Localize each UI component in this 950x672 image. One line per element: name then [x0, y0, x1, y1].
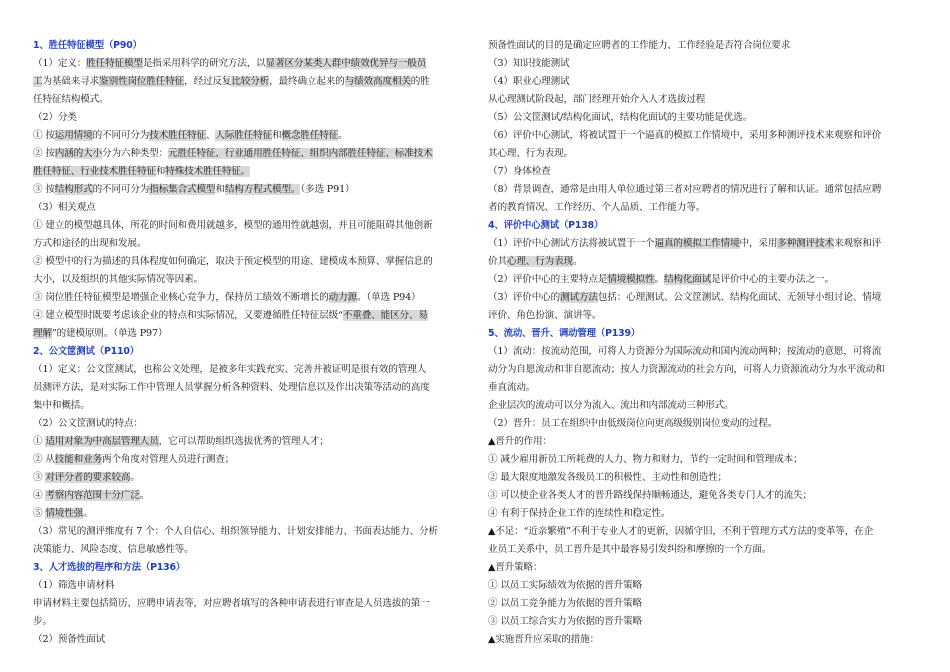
- text-line: [33, 109, 469, 127]
- highlighted-text: 结构化面试: [663, 274, 712, 285]
- text-line: [33, 595, 469, 613]
- text-segment: ③ 按: [33, 184, 55, 195]
- text-segment: 。: [83, 508, 93, 519]
- text-line: [488, 451, 924, 469]
- text-segment: 步。: [33, 616, 52, 627]
- highlighted-text: 多种测评技术: [777, 238, 834, 249]
- text-line: [33, 253, 469, 271]
- highlighted-text: 指标集合式模型: [149, 184, 216, 195]
- text-segment: ▲晋升的作用：: [488, 436, 552, 447]
- text-segment: （7）身体检查: [488, 166, 551, 177]
- text-line: [33, 73, 469, 91]
- text-segment: 动分为自愿流动和非自愿流动；按人力资源流动的社会方向，可将人力资源流动分为水平流动和: [488, 364, 885, 375]
- text-line: [33, 379, 469, 397]
- text-segment: （8）背景调查，通常是由用人单位通过第三者对应聘者的情况进行了解和认证。通常包括应聘: [488, 184, 882, 195]
- text-segment: （3）常见的测评维度有 7 个：个人自信心、组织领导能力、计划安排能力、书面表达能力、分析: [33, 526, 438, 537]
- right-column: [488, 37, 924, 649]
- text-line: [488, 433, 924, 451]
- highlighted-text: 心理、行为表现: [506, 256, 573, 267]
- text-line: [33, 181, 469, 199]
- text-line: [33, 55, 469, 73]
- text-line: [33, 361, 469, 379]
- text-line: [33, 433, 469, 451]
- text-segment: 4、评价中心测试（P138）: [488, 220, 604, 231]
- highlighted-text: 不重叠、能区分、易: [342, 310, 428, 321]
- text-line: [33, 307, 469, 325]
- text-segment: 。: [338, 130, 348, 141]
- text-line: [488, 235, 924, 253]
- section-heading: [488, 217, 924, 235]
- text-segment: 是指采用科学的研究方法，以: [142, 58, 266, 69]
- text-segment: （1）评价中心测试方法将被试置于一个: [488, 238, 655, 249]
- highlighted-text: 逼真的模拟工作情境: [654, 238, 740, 249]
- text-segment: （3）知识技能测试: [488, 58, 570, 69]
- text-segment: 其心理、行为表现。: [488, 148, 573, 159]
- text-segment: 从心理测试阶段起，部门经理开始介入人才选拔过程: [488, 94, 706, 105]
- text-segment: 的胜: [410, 76, 430, 87]
- text-line: [488, 127, 924, 145]
- text-line: [488, 253, 924, 271]
- text-segment: （3）评价中心的: [488, 292, 561, 303]
- text-segment: 。（单选 P94）: [357, 292, 421, 303]
- text-line: [488, 37, 924, 55]
- text-segment: ④ 建立模型时既要考虑该企业的特点和实际情况，又要遵循胜任特征层级“: [33, 310, 343, 321]
- text-segment: 业员工关系中，员工晋升是其中最容易引发纠纷和摩擦的一个方面。: [488, 544, 772, 555]
- text-line: [488, 91, 924, 109]
- text-segment: ② 最大限度地激发各级员工的积极性、主动性和创造性；: [488, 472, 727, 483]
- text-line: [488, 271, 924, 289]
- text-line: [33, 199, 469, 217]
- text-segment: ▲不足：“近亲繁殖”不利于专业人才的更新，因循守旧，不利于管理方式方法的变革等，在企: [488, 526, 874, 537]
- text-segment: 3、人才选拔的程序和方法（P136）: [33, 562, 186, 573]
- highlighted-text: 结构方程式模型。: [224, 184, 301, 195]
- text-segment: ，最终确立起来的: [269, 76, 345, 87]
- text-line: [33, 415, 469, 433]
- text-line: [488, 379, 924, 397]
- text-segment: 。: [130, 472, 140, 483]
- text-line: [33, 145, 469, 163]
- highlighted-text: 与绩效高度相关: [344, 76, 411, 87]
- text-line: [488, 199, 924, 217]
- text-segment: （1）定义：公文筐测试，也称公文处理，是被多年实践充实、完善并被证明是很有效的管理人: [33, 364, 427, 375]
- text-line: [488, 595, 924, 613]
- text-segment: 包括：心理测试、公文筐测试、结构化面试、无领导小组讨论、情境: [597, 292, 882, 303]
- text-segment: 申请材料主要包括简历、应聘申请表等，对应聘者填写的各种申请表进行审查是人员选拔的第一: [33, 598, 430, 609]
- highlighted-text: 元胜任特征、行业通用胜任特征、组织内部胜任特征、标准技术: [168, 148, 433, 159]
- text-segment: 2、公文筐测试（P110）: [33, 346, 140, 357]
- text-segment: （2）预备性面试: [33, 634, 106, 645]
- text-line: [488, 613, 924, 631]
- text-segment: （4）职业心理测试: [488, 76, 570, 87]
- text-segment: 员测评方法，是对实际工作中管理人员掌握分析各种资料、处理信息以及作出决策等活动的高度: [33, 382, 430, 393]
- text-segment: 中，采用: [739, 238, 778, 249]
- text-line: [488, 289, 924, 307]
- text-segment: ③ 以员工综合实力为依据的晋升策略: [488, 616, 642, 627]
- highlighted-text: 考察内容范围十分广泛: [45, 490, 140, 501]
- text-segment: ② 按: [33, 148, 55, 159]
- text-segment: ① 以员工实际绩效为依据的晋升策略: [488, 580, 642, 591]
- text-line: [33, 325, 469, 343]
- text-segment: ③: [33, 472, 46, 483]
- text-segment: ，经过反复: [184, 76, 232, 87]
- text-line: [488, 181, 924, 199]
- text-line: [33, 541, 469, 559]
- text-line: [488, 505, 924, 523]
- text-segment: ① 减少雇用新员工所耗费的人力、物力和财力，节约一定时间和管理成本；: [488, 454, 803, 465]
- highlighted-text: 特殊技术胜任特征。: [165, 166, 251, 177]
- text-segment: 集中和概括。: [33, 400, 90, 411]
- highlighted-text: 理解: [33, 328, 52, 339]
- text-line: [488, 343, 924, 361]
- text-segment: （多选 P91）: [300, 184, 355, 195]
- text-segment: （2）分类: [33, 112, 77, 123]
- text-line: [33, 631, 469, 649]
- text-segment: 大小，以及组织的其他实际情况等因素。: [33, 274, 203, 285]
- text-segment: 者的教育情况、工作经历、个人品质、工作能力等。: [488, 202, 706, 213]
- text-segment: ① 按: [33, 130, 55, 141]
- text-line: [488, 397, 924, 415]
- section-heading: [33, 343, 469, 361]
- text-segment: ④ 有利于保持企业工作的连续性和稳定性。: [488, 508, 671, 519]
- text-line: [33, 487, 469, 505]
- text-segment: ③ 可以使企业各类人才的晋升路线保持顺畅通达，避免各类专门人才的流失；: [488, 490, 812, 501]
- highlighted-text: 动力源: [328, 292, 357, 303]
- text-line: [488, 307, 924, 325]
- text-segment: ① 建立的模型越具体，所花的时间和费用就越多，模型的通用性就越弱，并且可能阻碍其他创新: [33, 220, 433, 231]
- text-line: [488, 541, 924, 559]
- text-segment: 和: [272, 130, 282, 141]
- text-line: [488, 487, 924, 505]
- text-segment: 和: [215, 184, 225, 195]
- text-segment: ，它可以帮助组织选拔优秀的管理人才；: [158, 436, 329, 447]
- text-segment: 任特征结构模式。: [33, 94, 109, 105]
- text-segment: 5、流动、晋升、调动管理（P139）: [488, 328, 641, 339]
- text-segment: 。: [573, 256, 583, 267]
- text-line: [33, 235, 469, 253]
- text-segment: （2）评价中心的主要特点是: [488, 274, 608, 285]
- text-line: [33, 505, 469, 523]
- text-segment: ② 以员工竞争能力为依据的晋升策略: [488, 598, 642, 609]
- text-line: [33, 469, 469, 487]
- highlighted-text: 情境模拟性: [607, 274, 655, 285]
- text-segment: ② 从: [33, 454, 55, 465]
- text-line: [33, 289, 469, 307]
- text-segment: 1、胜任特征模型（P90）: [33, 40, 142, 51]
- text-line: [488, 55, 924, 73]
- text-line: [488, 631, 924, 649]
- text-line: [33, 577, 469, 595]
- text-line: [488, 163, 924, 181]
- text-line: [488, 145, 924, 163]
- text-segment: 决策能力、风险态度、信息敏感性等。: [33, 544, 194, 555]
- text-line: [488, 361, 924, 379]
- text-line: [488, 415, 924, 433]
- text-line: [33, 127, 469, 145]
- text-segment: （6）评价中心测试，将被试置于一个逼真的模拟工作情境中，采用多种测评技术来观察和评价: [488, 130, 882, 141]
- text-line: [488, 559, 924, 577]
- highlighted-text: 胜任特征模型: [86, 58, 143, 69]
- text-segment: ② 模型中的行为描述的具体程度如何确定，取决于预定模型的用途、建模成本预算、掌握信息的: [33, 256, 433, 267]
- highlighted-text: 人际胜任特征: [215, 130, 273, 141]
- text-segment: 。: [139, 490, 150, 501]
- highlighted-text: 胜任特征、行业技术胜任特征: [33, 166, 156, 177]
- text-line: [488, 73, 924, 91]
- highlighted-text: 技术胜任特征: [149, 130, 206, 141]
- text-line: [33, 163, 469, 181]
- text-line: [33, 451, 469, 469]
- text-segment: 方式和途径的出现和发展。: [33, 238, 147, 249]
- highlighted-text: 概念胜任特征: [281, 130, 339, 141]
- text-segment: 企业层次的流动可以分为流入、流出和内部流动三种形式。: [488, 400, 734, 411]
- highlighted-text: 测试方法: [560, 292, 598, 303]
- highlighted-text: 结构形式: [54, 184, 93, 195]
- highlighted-text: 适用对象为中高层管理人员: [45, 436, 159, 447]
- text-segment: （1）筛选申请材料: [33, 580, 115, 591]
- text-segment: 来观察和评: [833, 238, 882, 249]
- text-segment: 、: [205, 130, 216, 141]
- text-segment: ⑤: [33, 508, 46, 519]
- text-segment: ▲晋升策略：: [488, 562, 543, 573]
- text-line: [33, 271, 469, 289]
- highlighted-text: 比较分析: [231, 76, 270, 87]
- section-heading: [488, 325, 924, 343]
- text-segment: 两个角度对管理人员进行测查；: [102, 454, 235, 465]
- text-segment: （3）相关观点: [33, 202, 96, 213]
- text-line: [33, 91, 469, 109]
- section-heading: [33, 559, 469, 577]
- highlighted-text: 显著区分某类人群中绩效优异与一般员: [265, 58, 427, 69]
- highlighted-text: 工: [33, 76, 43, 87]
- text-segment: ▲实施晋升应采取的措施：: [488, 634, 600, 645]
- highlighted-text: 鉴别性岗位胜任特征: [99, 76, 185, 87]
- text-line: [33, 397, 469, 415]
- text-segment: ④: [33, 490, 46, 501]
- text-line: [488, 577, 924, 595]
- text-segment: 的不同可分为: [92, 184, 150, 195]
- text-segment: 为基础来寻求: [42, 76, 100, 87]
- text-segment: （1）定义：: [33, 58, 87, 69]
- text-segment: 是评价中心的主要办法之一。: [711, 274, 834, 285]
- text-segment: 和: [155, 166, 166, 177]
- text-segment: （2）公文筐测试的特点：: [33, 418, 143, 429]
- highlighted-text: 对评分者的要求较高: [45, 472, 131, 483]
- text-segment: ”的建模原则。（单选 P97）: [51, 328, 168, 339]
- text-segment: 预备性面试的目的是确定应聘者的工作能力、工作经验是否符合岗位要求: [488, 40, 791, 51]
- text-line: [488, 109, 924, 127]
- text-segment: ③ 岗位胜任特征模型是增强企业核心竞争力，保持员工绩效不断增长的: [33, 292, 329, 303]
- text-line: [33, 217, 469, 235]
- text-segment: 价其: [488, 256, 507, 267]
- text-segment: 垂直流动。: [488, 382, 536, 393]
- text-segment: ①: [33, 436, 46, 447]
- text-segment: （2）晋升：员工在组织中由低级岗位向更高级级别岗位变动的过程。: [488, 418, 778, 429]
- section-heading: [33, 37, 469, 55]
- text-segment: 。: [654, 274, 664, 285]
- highlighted-text: 内涵的大小: [54, 148, 103, 159]
- text-line: [33, 613, 469, 631]
- left-column: [33, 37, 469, 649]
- text-line: [488, 523, 924, 541]
- text-line: [33, 523, 469, 541]
- highlighted-text: 技能和业务: [54, 454, 103, 465]
- highlighted-text: 运用情境: [54, 130, 93, 141]
- highlighted-text: 情境性强: [45, 508, 84, 519]
- text-segment: 的不同可分为: [92, 130, 150, 141]
- text-segment: （1）流动：按流动范围，可将人力资源分为国际流动和国内流动两种；按流动的意愿，可将流: [488, 346, 882, 357]
- text-segment: （5）公文筐测试/结构化面试，结构化面试的主要功能是优选。: [488, 112, 753, 123]
- text-segment: 分为六种类型：: [102, 148, 169, 159]
- text-line: [488, 469, 924, 487]
- text-segment: 评价、角色扮演、演讲等。: [488, 310, 602, 321]
